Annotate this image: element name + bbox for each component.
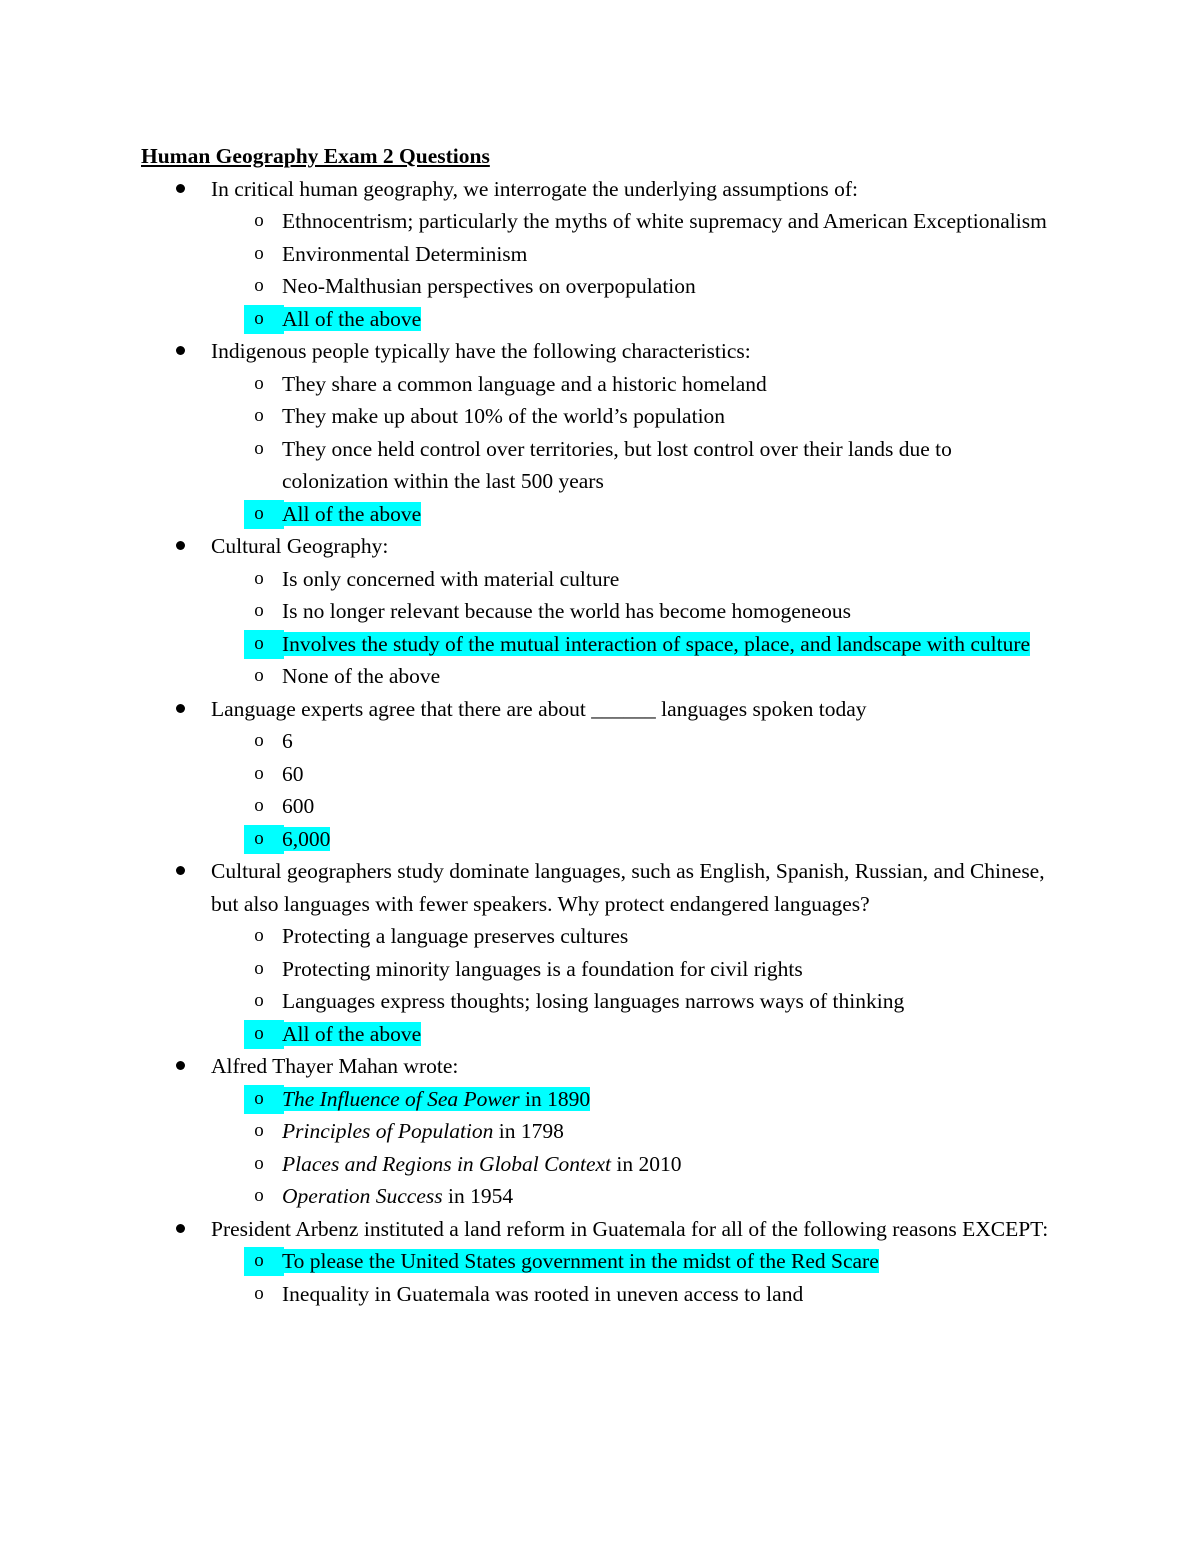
option-text: Languages express thoughts; losing languages narrows ways of thinking xyxy=(282,989,905,1013)
document-title: Human Geography Exam 2 Questions xyxy=(141,144,490,168)
option-text: 60 xyxy=(282,761,304,786)
option-item xyxy=(211,563,1051,596)
option-item xyxy=(211,1278,1051,1311)
option-item xyxy=(211,1115,1051,1148)
option-text xyxy=(282,1119,564,1143)
option-item xyxy=(211,205,1051,238)
option-item-correct xyxy=(211,1245,1051,1278)
hollow-bullet-icon: o xyxy=(254,502,264,524)
hollow-bullet-icon: o xyxy=(254,1022,264,1044)
option-list xyxy=(211,368,1051,531)
option-text-highlighted: To please the United States government in the midst of the Red Scare xyxy=(282,1249,879,1273)
bullet-icon xyxy=(176,346,185,355)
question-text: In critical human geography, we interrogate the underlying assumptions of: xyxy=(211,176,859,201)
question-text: Indigenous people typically have the following characteristics: xyxy=(211,339,751,363)
hollow-bullet-icon: o xyxy=(254,665,264,686)
hollow-bullet-icon: o xyxy=(254,307,264,329)
hollow-bullet-icon: o xyxy=(254,405,264,426)
option-text: 6 xyxy=(282,729,293,753)
option-text: They share a common language and a historic homeland xyxy=(282,371,767,396)
book-year: in 1798 xyxy=(493,1119,564,1143)
option-text: Neo-Malthusian perspectives on overpopulation xyxy=(282,274,696,298)
option-list xyxy=(211,563,1051,693)
option-item xyxy=(211,595,1051,628)
book-year: in 1954 xyxy=(442,1184,514,1208)
hollow-bullet-icon: o xyxy=(254,1185,264,1206)
hollow-bullet-icon: o xyxy=(254,275,264,296)
option-item xyxy=(211,270,1051,303)
option-item xyxy=(211,985,1051,1018)
option-item xyxy=(211,725,1051,758)
hollow-bullet-icon: o xyxy=(254,730,264,751)
hollow-bullet-icon: o xyxy=(254,1152,264,1174)
question-text: Language experts agree that there are about ______ languages spoken today xyxy=(211,696,867,721)
option-item-correct xyxy=(211,1018,1051,1051)
option-text-highlighted: 6,000 xyxy=(282,826,331,851)
question-item xyxy=(141,1050,1051,1213)
option-text xyxy=(282,1184,513,1208)
hollow-bullet-icon: o xyxy=(254,795,264,816)
question-item xyxy=(141,693,1051,856)
hollow-bullet-icon: o xyxy=(254,1250,264,1271)
hollow-bullet-icon: o xyxy=(254,600,264,621)
option-item xyxy=(211,1180,1051,1213)
hollow-bullet-icon: o xyxy=(254,925,264,946)
option-item-correct xyxy=(211,1083,1051,1116)
option-list xyxy=(211,1083,1051,1213)
book-year: in 2010 xyxy=(611,1151,682,1176)
option-list xyxy=(211,725,1051,855)
option-text: Protecting a language preserves cultures xyxy=(282,924,629,948)
book-title: Principles of Population xyxy=(282,1119,494,1143)
hollow-bullet-icon: o xyxy=(254,567,264,589)
book-title: Places and Regions in Global Context xyxy=(282,1151,612,1176)
hollow-bullet-icon: o xyxy=(254,990,264,1011)
option-text: They once held control over territories, but lost control over their lands due to colonization within the last 500 years xyxy=(282,436,952,493)
hollow-bullet-icon: o xyxy=(254,1282,264,1304)
option-text-highlighted: Involves the study of the mutual interaction of space, place, and landscape with culture xyxy=(282,631,1031,656)
option-text-highlighted: All of the above xyxy=(282,306,422,331)
question-text: Alfred Thayer Mahan wrote: xyxy=(211,1054,459,1078)
option-text: Is no longer relevant because the world has become homogeneous xyxy=(282,599,851,623)
hollow-bullet-icon: o xyxy=(254,372,264,394)
option-text: They make up about 10% of the world’s population xyxy=(282,404,726,428)
option-item-correct xyxy=(211,498,1051,531)
option-item xyxy=(211,1148,1051,1181)
option-text-highlighted xyxy=(282,1087,590,1111)
question-item xyxy=(141,335,1051,530)
question-list xyxy=(141,173,1051,1311)
option-text: Inequality in Guatemala was rooted in uneven access to land xyxy=(282,1281,804,1306)
bullet-icon xyxy=(176,184,185,193)
option-list xyxy=(211,920,1051,1050)
question-item xyxy=(141,530,1051,693)
option-item-correct xyxy=(211,628,1051,661)
option-item xyxy=(211,238,1051,271)
hollow-bullet-icon: o xyxy=(254,827,264,849)
option-item xyxy=(211,790,1051,823)
hollow-bullet-icon: o xyxy=(254,1087,264,1109)
question-item xyxy=(141,173,1051,336)
bullet-icon xyxy=(176,866,185,875)
option-text: None of the above xyxy=(282,664,441,688)
book-title: Operation Success xyxy=(282,1184,443,1208)
option-list xyxy=(211,205,1051,335)
document-body xyxy=(141,140,1051,1310)
hollow-bullet-icon: o xyxy=(254,762,264,784)
option-item-correct xyxy=(211,303,1051,336)
hollow-bullet-icon: o xyxy=(254,437,264,459)
option-text: 600 xyxy=(282,794,315,818)
option-item xyxy=(211,400,1051,433)
option-text: Protecting minority languages is a foundation for civil rights xyxy=(282,956,803,981)
option-text xyxy=(282,1152,682,1176)
option-item xyxy=(211,660,1051,693)
option-text: Is only concerned with material culture xyxy=(282,566,620,591)
book-year: in 1890 xyxy=(519,1086,591,1111)
hollow-bullet-icon: o xyxy=(254,632,264,654)
hollow-bullet-icon: o xyxy=(254,957,264,979)
option-list xyxy=(211,1245,1051,1310)
option-item xyxy=(211,953,1051,986)
hollow-bullet-icon: o xyxy=(254,210,264,231)
book-title: The Influence of Sea Power xyxy=(282,1086,520,1111)
option-item-correct xyxy=(211,823,1051,856)
option-item xyxy=(211,368,1051,401)
option-text-highlighted: All of the above xyxy=(282,501,422,526)
question-item xyxy=(141,1213,1051,1311)
option-text-highlighted: All of the above xyxy=(282,1021,422,1046)
option-text: Environmental Determinism xyxy=(282,241,528,266)
bullet-icon xyxy=(176,541,185,550)
bullet-icon xyxy=(176,1061,185,1070)
hollow-bullet-icon: o xyxy=(254,242,264,264)
bullet-icon xyxy=(176,704,185,713)
bullet-icon xyxy=(176,1224,185,1233)
question-item xyxy=(141,855,1051,1050)
option-item xyxy=(211,758,1051,791)
question-text: President Arbenz instituted a land reform in Guatemala for all of the following reasons EXCEPT: xyxy=(211,1216,1049,1241)
option-item xyxy=(211,433,1051,498)
option-text: Ethnocentrism; particularly the myths of white supremacy and American Exceptionalism xyxy=(282,209,1047,233)
question-text: Cultural geographers study dominate languages, such as English, Spanish, Russian, and Chinese, but also languages with fewer speakers. Why protect endangered languages? xyxy=(211,859,1045,916)
hollow-bullet-icon: o xyxy=(254,1120,264,1141)
option-item xyxy=(211,920,1051,953)
question-text: Cultural Geography: xyxy=(211,534,389,558)
